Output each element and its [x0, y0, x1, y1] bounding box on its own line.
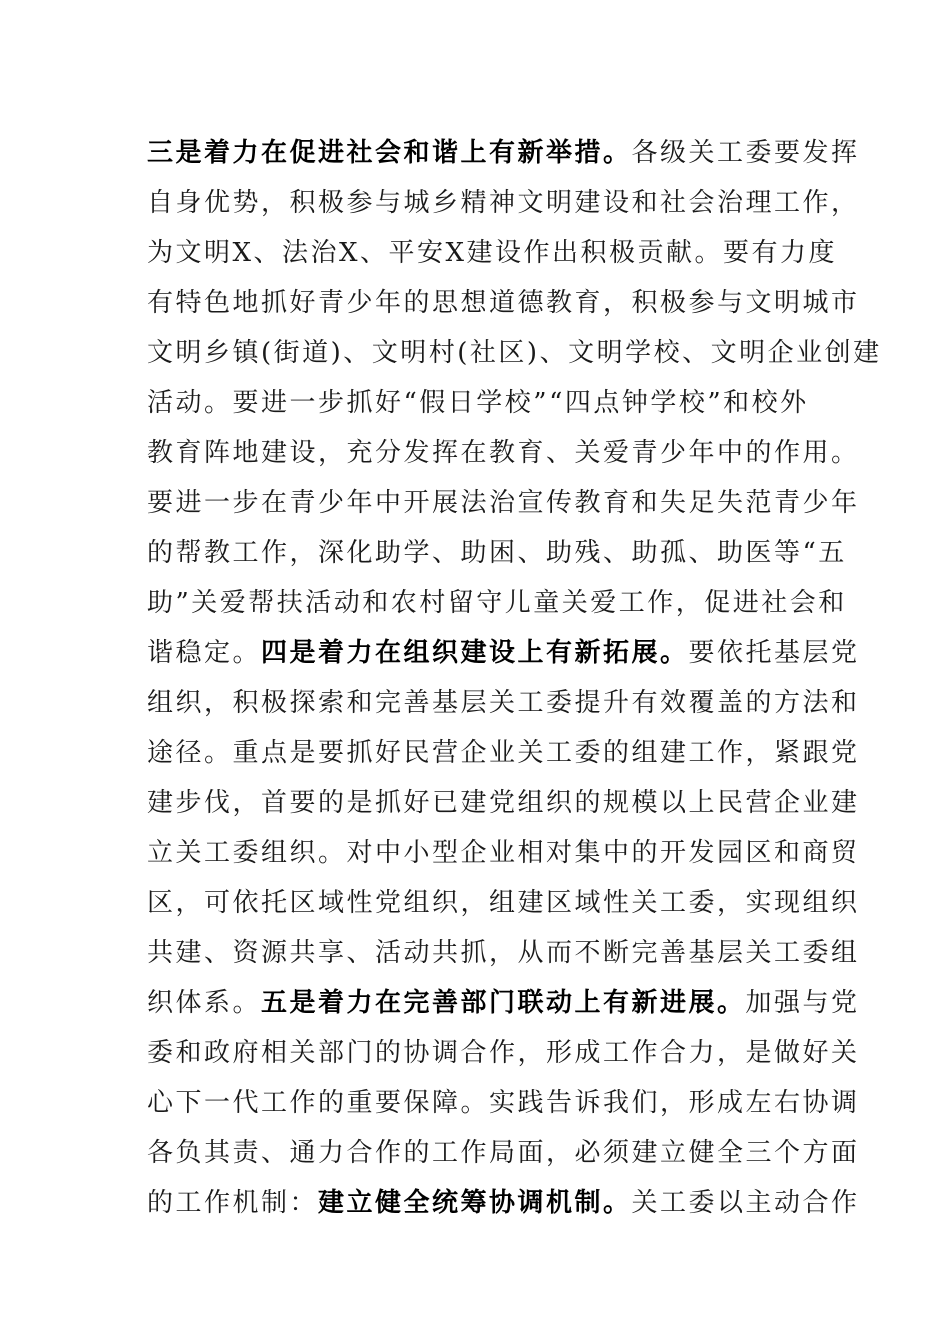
text-line — [147, 178, 860, 228]
text-segment: 立关工委组织。对中小型企业相对集中的开发园区和商贸 — [147, 838, 860, 868]
text-segment: 共建、资源共享、活动共抓，从而不断完善基层关工委组 — [147, 938, 860, 968]
text-line — [147, 1178, 860, 1228]
text-segment: 关工委以主动合作 — [631, 1188, 860, 1218]
text-line — [147, 378, 807, 428]
text-segment: 组织，积极探索和完善基层关工委提升有效覆盖的方法和 — [147, 688, 860, 718]
text-line — [147, 778, 860, 828]
text-line — [147, 878, 860, 928]
bold-heading-segment: 五是着力在完善部门联动上有新进展。 — [261, 988, 746, 1018]
text-line — [147, 278, 860, 328]
text-line — [147, 1028, 860, 1078]
text-line — [147, 478, 860, 528]
text-line — [147, 228, 838, 278]
text-line — [147, 1128, 860, 1178]
text-segment: 心下一代工作的重要保障。实践告诉我们，形成左右协调 — [147, 1088, 860, 1118]
text-segment: 教育阵地建设，充分发挥在教育、关爱青少年中的作用。 — [147, 438, 860, 468]
text-segment: 活动。要进一步抓好“假日学校”“四点钟学校”和校外 — [147, 388, 809, 418]
text-segment: 自身优势，积极参与城乡精神文明建设和社会治理工作， — [147, 188, 860, 218]
text-segment: 要进一步在青少年中开展法治宣传教育和失足失范青少年 — [147, 488, 860, 518]
text-line — [147, 578, 847, 628]
text-segment: 为文明X、法治X、平安X建设作出积极贡献。要有力度 — [147, 238, 838, 268]
text-line — [147, 628, 860, 678]
text-segment: 谐稳定。 — [147, 638, 262, 668]
text-segment: 有特色地抓好青少年的思想道德教育，积极参与文明城市 — [147, 288, 860, 318]
text-line — [147, 828, 860, 878]
text-segment: 各级关工委要发挥 — [631, 138, 860, 168]
bold-heading-segment: 建立健全统筹协调机制。 — [318, 1188, 632, 1218]
text-line — [147, 678, 860, 728]
text-segment: 委和政府相关部门的协调合作，形成工作合力，是做好关 — [147, 1038, 860, 1068]
bold-heading-segment: 三是着力在促进社会和谐上有新举措。 — [147, 138, 632, 168]
text-line — [147, 428, 860, 478]
text-segment: 文明乡镇(街道)、文明村(社区)、文明学校、文明企业创建 — [147, 338, 882, 368]
text-segment: 建步伐，首要的是抓好已建党组织的规模以上民营企业建 — [147, 788, 860, 818]
text-line — [147, 328, 882, 378]
body-text — [147, 128, 882, 1228]
text-line — [147, 1078, 860, 1128]
text-segment: 途径。重点是要抓好民营企业关工委的组建工作，紧跟党 — [147, 738, 860, 768]
bold-heading-segment: 四是着力在组织建设上有新拓展。 — [261, 638, 689, 668]
text-segment: 各负其责、通力合作的工作局面，必须建立健全三个方面 — [147, 1138, 860, 1168]
text-segment: 要依托基层党 — [688, 638, 860, 668]
text-line — [147, 728, 860, 778]
text-segment: 织体系。 — [147, 988, 262, 1018]
text-line — [147, 928, 860, 978]
text-segment: 区，可依托区域性党组织，组建区域性关工委，实现组织 — [147, 888, 860, 918]
text-segment: 助”关爱帮扶活动和农村留守儿童关爱工作，促进社会和 — [147, 588, 847, 618]
text-segment: 加强与党 — [745, 988, 860, 1018]
text-line — [147, 128, 860, 178]
text-segment: 的工作机制： — [147, 1188, 319, 1218]
text-segment: 的帮教工作，深化助学、助困、助残、助孤、助医等“五 — [147, 538, 847, 568]
text-line — [147, 528, 847, 578]
text-line — [147, 978, 860, 1028]
